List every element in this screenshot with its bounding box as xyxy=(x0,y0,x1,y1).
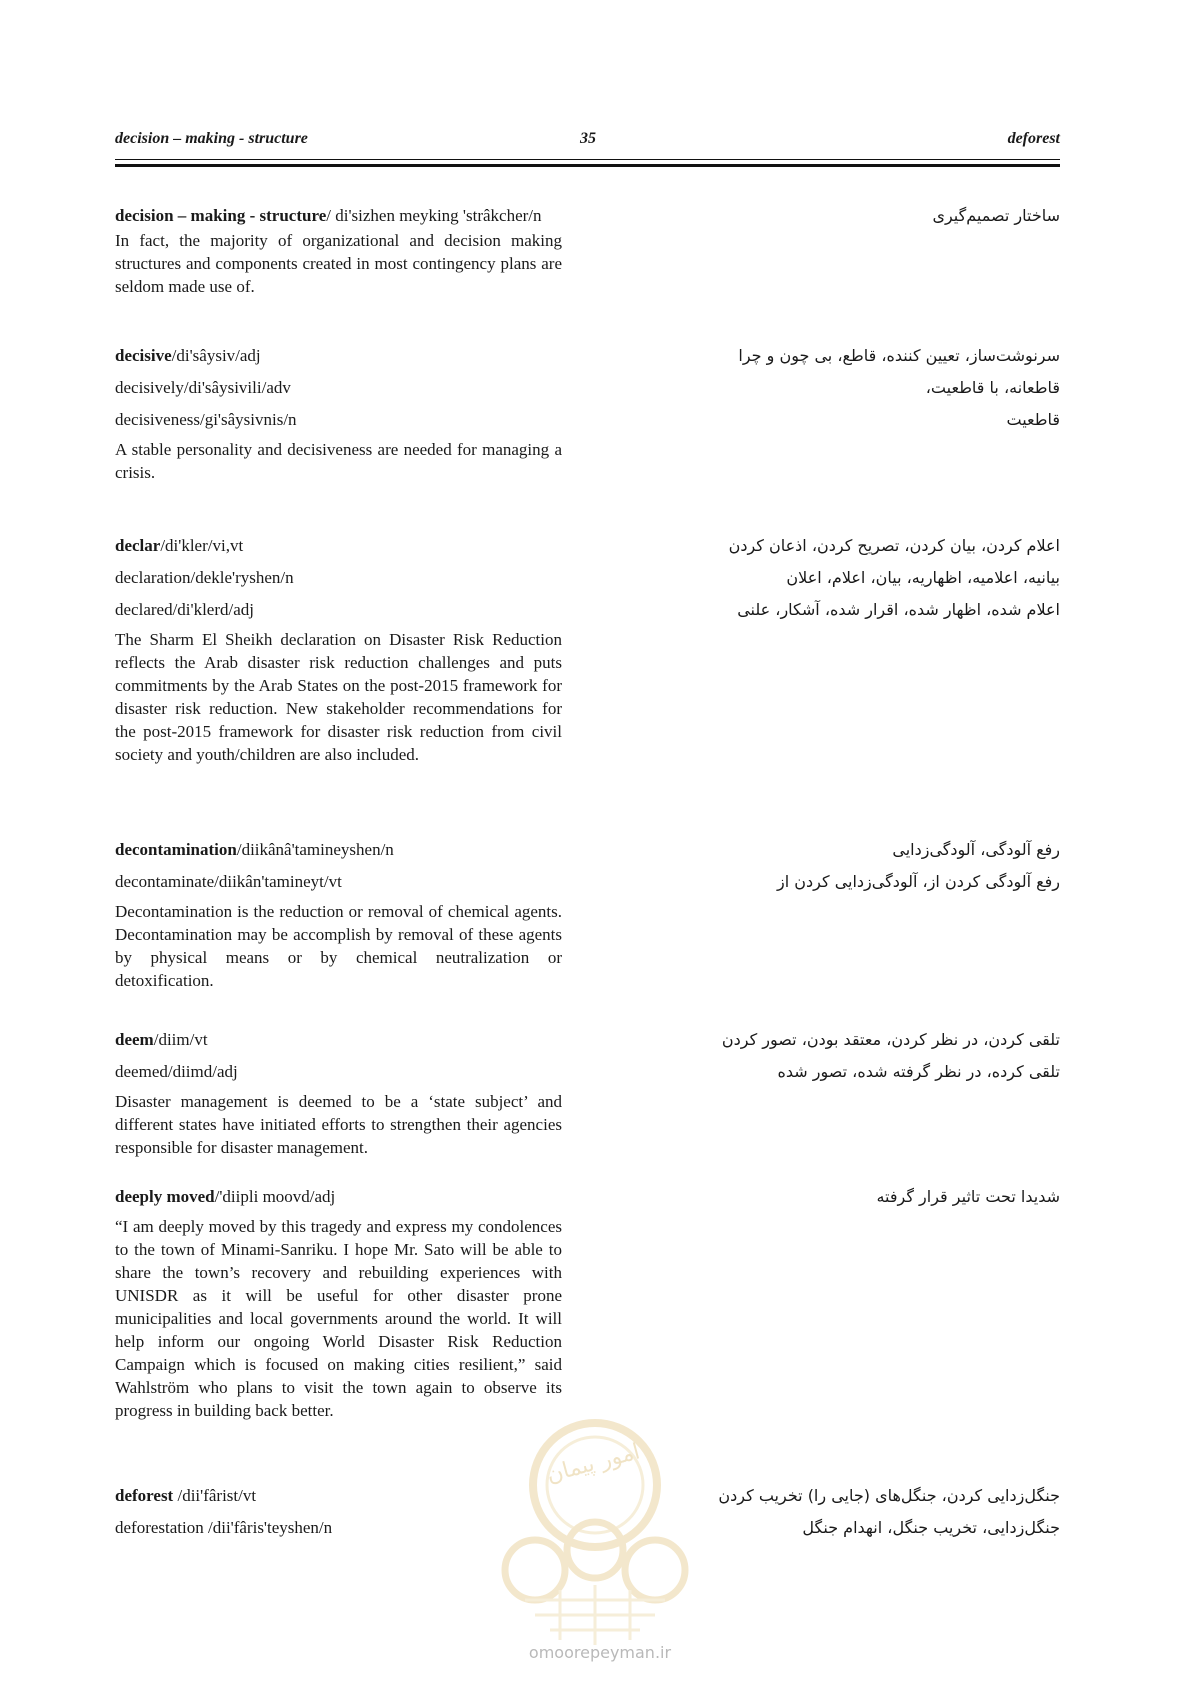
persian-meaning: قاطعانه، با قاطعیت، xyxy=(925,378,1060,397)
sub-entry: declared/di'klerd/adj xyxy=(115,600,254,619)
example-sentence: A stable personality and decisiveness are needed for managing a crisis. xyxy=(115,440,562,482)
pronunciation: / di'sizhen meyking 'strâkcher/n xyxy=(326,206,542,225)
pronunciation: /dii'fârist/vt xyxy=(173,1486,257,1505)
running-header xyxy=(115,128,1060,167)
pronunciation: /diikânâ'tamineyshen/n xyxy=(236,840,394,859)
head-word: decontamination xyxy=(115,840,237,859)
watermark-logo-text: امور پیمان xyxy=(544,1439,643,1489)
watermark-logo xyxy=(490,1410,700,1660)
pronunciation: /diim/vt xyxy=(153,1030,208,1049)
header-thin-rule xyxy=(115,159,1060,160)
example-sentence: The Sharm El Sheikh declaration on Disaster Risk Reduction reflects the Arab disaster risk reduction challenges and puts commitments by the Arab States on the post-2015 framework for disaster risk reduction. New stakeholder recommendations for the post-2015 framework for disaster risk reduction from civil society and youth/children are also included. xyxy=(115,630,562,764)
head-word: deeply moved xyxy=(115,1187,215,1206)
entry-persian xyxy=(630,204,1060,236)
entry-english xyxy=(115,204,562,298)
sub-entry: declaration/dekle'ryshen/n xyxy=(115,568,294,587)
sub-entry: deemed/diimd/adj xyxy=(115,1062,238,1081)
pronunciation: /di'kler/vi,vt xyxy=(160,536,244,555)
head-word: decisive xyxy=(115,346,172,365)
pronunciation: /'diipli moovd/adj xyxy=(214,1187,336,1206)
entry-english xyxy=(115,534,562,766)
sub-entry: decontaminate/diikân'tamineyt/vt xyxy=(115,872,342,891)
sub-entry: decisiveness/gi'sâysivnis/n xyxy=(115,410,297,429)
persian-meaning: تلقی کرده، در نظر گرفته شده، تصور شده xyxy=(777,1062,1060,1081)
persian-meaning: جنگل‌زدایی کردن، جنگل‌های (جایی را) تخریب کردن xyxy=(718,1486,1060,1505)
example-sentence: “I am deeply moved by this tragedy and express my condolences to the town of Minami-Sanriku. I hope Mr. Sato will be able to share the town’s recovery and rebuilding experiences with UNISDR as it will be useful for other disaster prone municipalities and local governments around the world. It will help inform our ongoing World Disaster Risk Reduction Campaign which is focused on making cities resilient,” said Wahlström who plans to visit the town again to observe its progress in building back better. xyxy=(115,1217,562,1420)
header-right-guide-word: deforest xyxy=(1007,130,1060,147)
example-sentence: In fact, the majority of organizational and decision making structures and components created in most contingency plans are seldom made use of. xyxy=(115,231,562,296)
entry-english xyxy=(115,1185,562,1422)
sub-entry: decisively/di'sâysivili/adv xyxy=(115,378,291,397)
head-word: declar xyxy=(115,536,161,555)
entry-persian xyxy=(630,838,1060,902)
head-word: deem xyxy=(115,1030,154,1049)
persian-meaning: ساختار تصمیم‌گیری xyxy=(932,206,1060,225)
persian-meaning: رفع آلودگی، آلودگی‌زدایی xyxy=(892,840,1060,859)
entry-persian xyxy=(630,344,1060,440)
entry-persian xyxy=(630,534,1060,630)
head-word: decision – making - structure xyxy=(115,206,327,225)
entry-english xyxy=(115,1028,562,1159)
persian-meaning: شدیدا تحت تاثیر قرار گرفته xyxy=(876,1187,1060,1206)
persian-meaning: قاطعیت xyxy=(1006,410,1060,429)
persian-meaning: جنگل‌زدایی، تخریب جنگل، انهدام جنگل xyxy=(802,1518,1060,1537)
persian-meaning: بیانیه، اعلامیه، اظهاریه، بیان، اعلام، اعلان xyxy=(786,568,1060,587)
head-word: deforest xyxy=(115,1486,174,1505)
watermark-site-text: omoorepeyman.ir xyxy=(528,1643,672,1662)
entry-english xyxy=(115,838,562,992)
entry-english xyxy=(115,344,562,484)
example-sentence: Decontamination is the reduction or removal of chemical agents. Decontamination may be accomplish by removal of these agents by physical means or by chemical neutralization or detoxification. xyxy=(115,902,562,990)
sub-entry: deforestation /dii'fâris'teyshen/n xyxy=(115,1518,333,1537)
persian-meaning: سرنوشت‌ساز، تعیین کننده، قاطع، بی چون و چرا xyxy=(738,346,1060,365)
header-left-guide-word: decision – making - structure xyxy=(115,130,308,147)
persian-meaning: رفع آلودگی کردن از، آلودگی‌زدایی کردن از xyxy=(777,872,1060,891)
persian-meaning: اعلام شده، اظهار شده، اقرار شده، آشکار، علنی xyxy=(737,600,1060,619)
entry-persian xyxy=(630,1185,1060,1217)
example-sentence: Disaster management is deemed to be a ‘state subject’ and different states have initiated efforts to strengthen their agencies responsible for disaster management. xyxy=(115,1092,562,1157)
entry-persian xyxy=(630,1028,1060,1092)
pronunciation: /di'sâysiv/adj xyxy=(171,346,261,365)
page-number: 35 xyxy=(580,130,596,147)
persian-meaning: اعلام کردن، بیان کردن، تصریح کردن، اذعان کردن xyxy=(728,536,1060,555)
persian-meaning: تلقی کردن، در نظر کردن، معتقد بودن، تصور کردن xyxy=(721,1030,1060,1049)
